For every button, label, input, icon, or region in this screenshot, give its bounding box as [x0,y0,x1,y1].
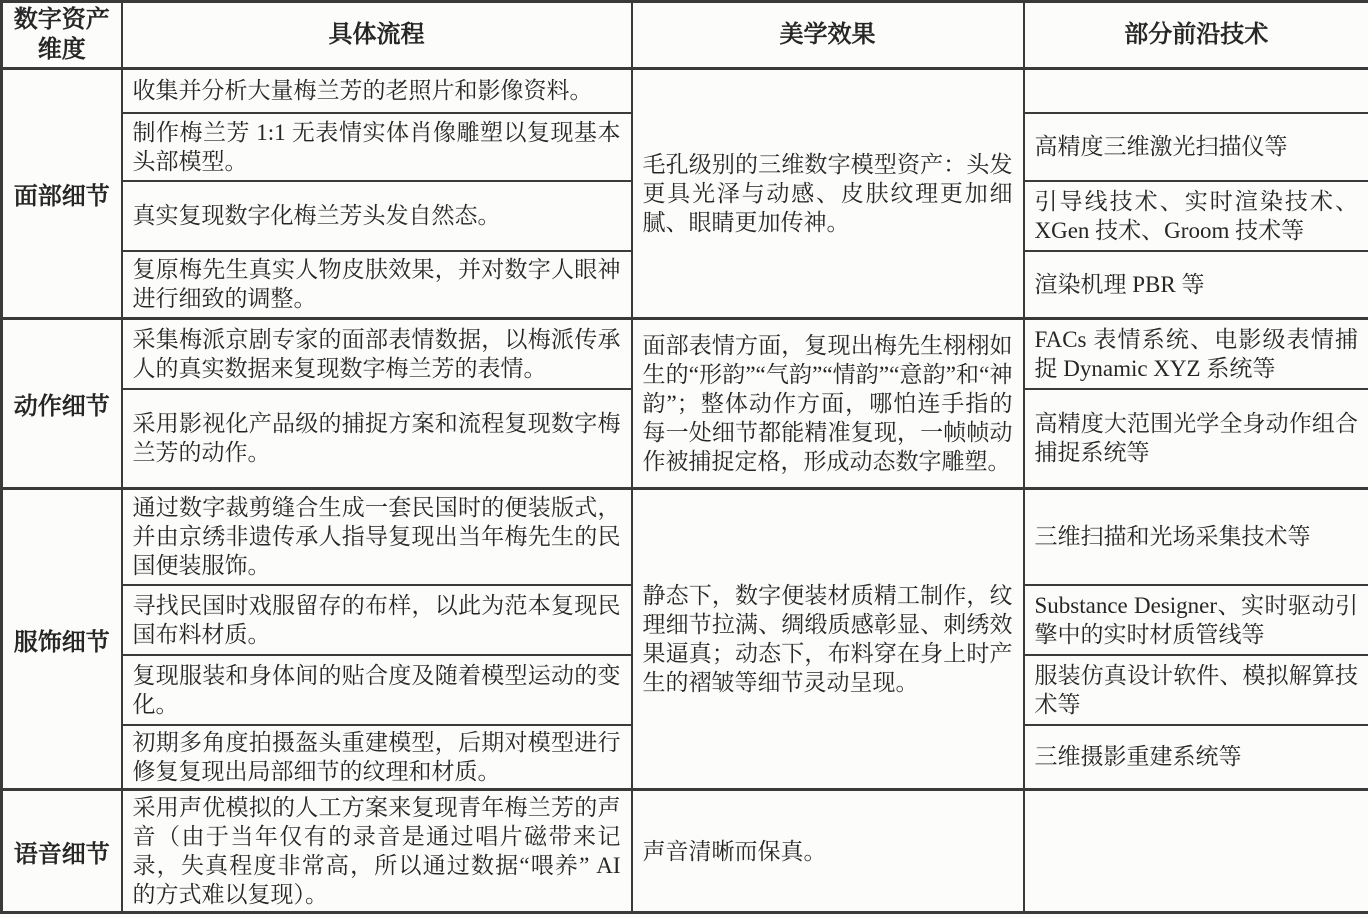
process-cell: 复原梅先生真实人物皮肤效果，并对数字人眼神进行细致的调整。 [122,251,632,319]
process-cell: 采用声优模拟的人工方案来复现青年梅兰芳的声音（由于当年仅有的录音是通过唱片磁带来记录，失真程度非常高，所以通过数据“喂养” AI 的方式难以复现）。 [122,790,632,913]
technology-cell: Substance Designer、实时驱动引擎中的实时材质管线等 [1024,585,1368,655]
technology-cell: 服装仿真设计软件、模拟解算技术等 [1024,655,1368,725]
aesthetic-cell: 声音清晰而保真。 [632,790,1024,913]
table-row [2,319,1368,389]
technology-cell: 高精度大范围光学全身动作组合捕捉系统等 [1024,389,1368,489]
header-cell-process: 具体流程 [122,2,632,69]
technology-cell [1024,790,1368,913]
process-cell: 初期多角度拍摄盔头重建模型，后期对模型进行修复复现出局部细节的纹理和材质。 [122,725,632,790]
dimension-label-voice: 语音细节 [2,790,122,913]
header-cell-aesthetic: 美学效果 [632,2,1024,69]
process-cell: 采集梅派京剧专家的面部表情数据，以梅派传承人的真实数据来复现数字梅兰芳的表情。 [122,319,632,389]
header-row [2,2,1368,69]
process-cell: 复现服装和身体间的贴合度及随着模型运动的变化。 [122,655,632,725]
table-row [2,69,1368,113]
dimension-label-motion: 动作细节 [2,319,122,489]
aesthetic-cell: 毛孔级别的三维数字模型资产：头发更具光泽与动感、皮肤纹理更加细腻、眼睛更加传神。 [632,69,1024,319]
aesthetic-cell: 面部表情方面，复现出梅先生栩栩如生的“形韵”“气韵”“情韵”“意韵”和“神韵”；整体动作方面，哪怕连手指的每一处细节都能精准复现，一帧帧动作被捕捉定格，形成动态数字雕塑。 [632,319,1024,489]
process-cell: 通过数字裁剪缝合生成一套民国时的便装版式，并由京绣非遗传承人指导复现出当年梅先生的民国便装服饰。 [122,489,632,585]
technology-cell: 高精度三维激光扫描仪等 [1024,113,1368,181]
technology-cell [1024,69,1368,113]
process-cell: 寻找民国时戏服留存的布样，以此为范本复现民国布料材质。 [122,585,632,655]
dimension-label-face: 面部细节 [2,69,122,319]
header-cell-dimension: 数字资产维度 [2,2,122,69]
table-row [2,489,1368,585]
process-cell: 采用影视化产品级的捕捉方案和流程复现数字梅兰芳的动作。 [122,389,632,489]
technology-cell: 引导线技术、实时渲染技术、XGen 技术、Groom 技术等 [1024,181,1368,251]
technology-cell: 渲染机理 PBR 等 [1024,251,1368,319]
technology-cell: 三维摄影重建系统等 [1024,725,1368,790]
dimension-label-costume: 服饰细节 [2,489,122,790]
header-cell-technology: 部分前沿技术 [1024,2,1368,69]
technology-cell: FACs 表情系统、电影级表情捕捉 Dynamic XYZ 系统等 [1024,319,1368,389]
aesthetic-cell: 静态下，数字便装材质精工制作，纹理细节拉满、绸缎质感彰显、刺绣效果逼真；动态下，布料穿在身上时产生的褶皱等细节灵动呈现。 [632,489,1024,790]
process-cell: 收集并分析大量梅兰芳的老照片和影像资料。 [122,69,632,113]
technology-cell: 三维扫描和光场采集技术等 [1024,489,1368,585]
table-row [2,790,1368,913]
process-cell: 真实复现数字化梅兰芳头发自然态。 [122,181,632,251]
process-cell: 制作梅兰芳 1:1 无表情实体肖像雕塑以复现基本头部模型。 [122,113,632,181]
